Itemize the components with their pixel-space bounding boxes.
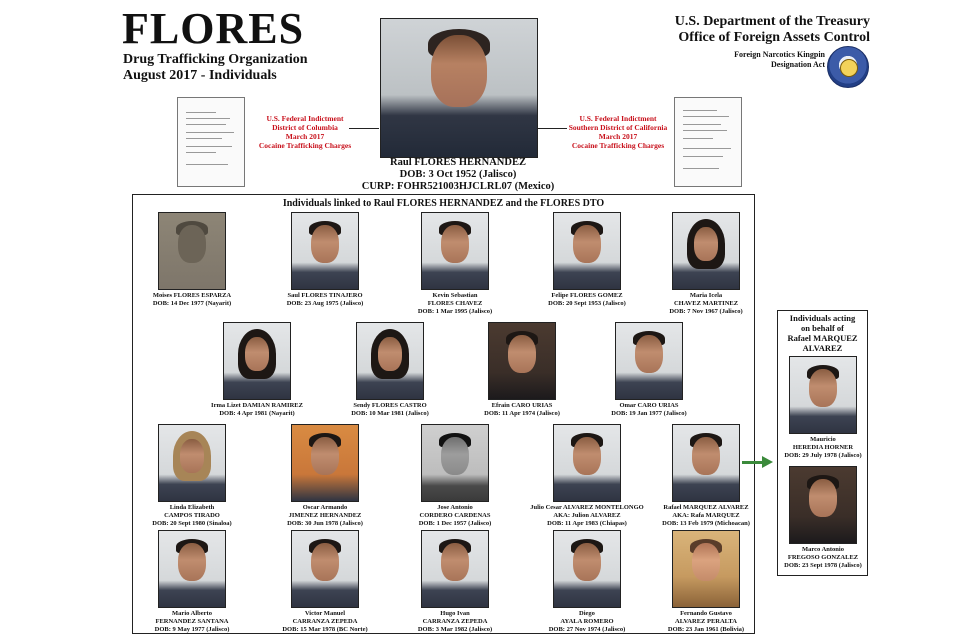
person-photo: [291, 424, 359, 502]
person-caption-line: Mario Alberto: [172, 610, 212, 617]
person-caption-line: DOB: 7 Nov 1967 (Jalisco): [669, 308, 743, 315]
person-caption: [129, 610, 255, 634]
main-person-curp: CURP: FOHR521003HJCLRL07 (Mexico): [361, 181, 555, 192]
person-photo: [356, 322, 424, 400]
person-caption: [643, 292, 769, 316]
person-card: [129, 530, 255, 634]
person-caption: [129, 504, 255, 528]
person-caption: [262, 292, 388, 308]
indictment-right-line: Cocaine Trafficking Charges: [571, 141, 665, 150]
person-caption-line: DOB: 30 Jun 1978 (Jalisco): [287, 520, 363, 527]
person-card: [129, 212, 255, 308]
person-card: [643, 530, 769, 634]
side-person-card: [760, 356, 886, 460]
person-caption-line: AYALA ROMERO: [560, 618, 614, 625]
person-caption-line: FERNANDEZ SANTANA: [155, 618, 229, 625]
side-person-card: [760, 466, 886, 570]
person-card: [392, 424, 518, 528]
person-caption-line: DOB: 14 Dec 1977 (Nayarit): [152, 300, 232, 307]
person-caption: [760, 436, 886, 460]
person-caption: [643, 504, 769, 528]
person-caption-line: Sendy FLORES CASTRO: [353, 402, 427, 409]
person-caption-line: Oscar Armando: [302, 504, 348, 511]
person-card: [524, 530, 650, 634]
person-caption-line: DOB: 1 Mar 1995 (Jalisco): [417, 308, 493, 315]
person-caption: [392, 292, 518, 316]
indictment-right-line: March 2017: [598, 132, 638, 141]
person-caption-line: DOB: 4 Apr 1981 (Nayarit): [219, 410, 295, 417]
indictment-left-line: Cocaine Trafficking Charges: [258, 141, 352, 150]
indictment-label-left: [250, 114, 360, 150]
side-title-line: on behalf of: [801, 323, 844, 333]
person-photo: [158, 212, 226, 290]
person-caption: [524, 292, 650, 308]
person-card: [262, 424, 388, 528]
person-card: [459, 322, 585, 418]
main-person-dob: DOB: 3 Oct 1952 (Jalisco): [399, 169, 517, 180]
person-caption-line: Fernando Gustavo: [680, 610, 732, 617]
person-caption-line: FLORES CHAVEZ: [427, 300, 483, 307]
panel-title: Individuals linked to Raul FLORES HERNANDEZ and the FLORES DTO: [282, 198, 605, 209]
person-caption-line: CHAVEZ MARTINEZ: [673, 300, 739, 307]
person-caption-line: DOB: 23 Aug 1975 (Jalisco): [286, 300, 364, 307]
person-card: [643, 424, 769, 528]
person-card: [194, 322, 320, 418]
person-photo: [488, 322, 556, 400]
person-caption-line: AKA: Rafa MARQUEZ: [672, 512, 740, 519]
person-photo: [291, 530, 359, 608]
person-photo: [421, 530, 489, 608]
person-card: [524, 424, 650, 528]
person-caption-line: DOB: 10 Mar 1981 (Jalisco): [351, 410, 429, 417]
chart-date: August 2017 - Individuals: [123, 68, 277, 83]
side-panel-title: [779, 313, 866, 353]
person-caption-line: ALVAREZ PERALTA: [675, 618, 737, 625]
person-caption: [262, 610, 388, 634]
act-name-line1: Foreign Narcotics Kingpin: [734, 50, 825, 59]
act-name: [690, 50, 825, 70]
person-caption: [262, 504, 388, 528]
person-photo: [789, 356, 857, 434]
person-caption-line: DOB: 23 Jan 1961 (Bolivia): [667, 626, 745, 633]
person-caption-line: DOB: 29 July 1978 (Jalisco): [784, 452, 862, 459]
person-caption-line: Victor Manuel: [304, 610, 346, 617]
person-caption-line: DOB: 9 May 1977 (Jalisco): [154, 626, 230, 633]
person-caption-line: DOB: 11 Apr 1983 (Chiapas): [547, 520, 627, 527]
person-card: [586, 322, 712, 418]
person-caption-line: Marco Antonio: [802, 546, 844, 553]
person-caption: [524, 610, 650, 634]
person-photo: [158, 424, 226, 502]
connector-line: [537, 128, 567, 129]
person-caption-line: JIMENEZ HERNANDEZ: [288, 512, 362, 519]
person-photo: [615, 322, 683, 400]
person-caption-line: FREGOSO GONZALEZ: [787, 554, 859, 561]
person-caption: [586, 402, 712, 418]
person-card: [262, 530, 388, 634]
person-photo: [672, 212, 740, 290]
side-title-line: Rafael MARQUEZ: [787, 333, 858, 343]
person-caption-line: Saul FLORES TINAJERO: [287, 292, 363, 299]
person-caption-line: Efrain CARO URIAS: [491, 402, 553, 409]
person-caption-line: Moises FLORES ESPARZA: [152, 292, 232, 299]
person-card: [643, 212, 769, 316]
connector-line: [349, 128, 379, 129]
act-name-line2: Designation Act: [771, 60, 825, 69]
person-caption-line: Jose Antonio: [437, 504, 473, 511]
indictment-document-right: [674, 97, 742, 187]
person-caption-line: DOB: 15 Mar 1978 (BC Norte): [282, 626, 368, 633]
person-card: [524, 212, 650, 308]
person-caption-line: CARRANZA ZEPEDA: [292, 618, 358, 625]
person-photo: [789, 466, 857, 544]
person-photo: [553, 530, 621, 608]
indictment-label-right: [568, 114, 668, 150]
person-caption-line: Julio Cesar ALVAREZ MONTELONGO: [530, 504, 644, 511]
organization-title: FLORES: [122, 4, 305, 53]
person-photo: [158, 530, 226, 608]
person-caption-line: HEREDIA HORNER: [792, 444, 854, 451]
agency-name: U.S. Department of the Treasury: [674, 14, 870, 29]
person-caption-line: Irma Lizet DAMIAN RAMIREZ: [211, 402, 303, 409]
person-photo: [421, 212, 489, 290]
person-caption: [643, 610, 769, 634]
person-photo: [291, 212, 359, 290]
person-caption-line: Linda Elizabeth: [169, 504, 215, 511]
person-caption-line: CARRANZA ZEPEDA: [422, 618, 488, 625]
person-caption-line: DOB: 13 Feb 1979 (Michoacan): [662, 520, 750, 527]
person-caption-line: Kevin Sebastian: [432, 292, 478, 299]
person-caption: [327, 402, 453, 418]
person-caption: [524, 504, 650, 528]
person-caption-line: DOB: 19 Jan 1977 (Jalisco): [611, 410, 687, 417]
person-caption-line: DOB: 20 Sept 1953 (Jalisco): [548, 300, 626, 307]
person-caption-line: CAMPOS TIRADO: [164, 512, 220, 519]
organization-subtitle: Drug Trafficking Organization: [123, 52, 308, 67]
person-card: [129, 424, 255, 528]
person-card: [392, 530, 518, 634]
person-card: [392, 212, 518, 316]
treasury-seal-icon: [827, 46, 869, 88]
main-person-photo: [380, 18, 538, 158]
person-caption-line: DOB: 27 Nov 1974 (Jalisco): [548, 626, 626, 633]
person-caption-line: DOB: 20 Sept 1980 (Sinaloa): [152, 520, 232, 527]
person-photo: [553, 212, 621, 290]
person-caption-line: Mauricio: [810, 436, 836, 443]
person-caption-line: Rafael MARQUEZ ALVAREZ: [663, 504, 749, 511]
indictment-left-line: March 2017: [285, 132, 325, 141]
person-caption-line: DOB: 1 Dec 1957 (Jalisco): [418, 520, 492, 527]
agency-office: Office of Foreign Assets Control: [678, 30, 870, 45]
person-caption: [392, 610, 518, 634]
person-caption: [392, 504, 518, 528]
main-person-name: Raul FLORES HERNANDEZ: [390, 157, 526, 168]
indictment-right-line: Southern District of California: [568, 123, 668, 132]
person-caption-line: DOB: 23 Sept 1978 (Jalisco): [784, 562, 862, 569]
person-card: [327, 322, 453, 418]
side-title-line: Individuals acting: [789, 313, 856, 323]
person-card: [262, 212, 388, 308]
person-caption-line: Diego: [579, 610, 595, 617]
person-caption-line: CORDERO CARDENAS: [419, 512, 491, 519]
person-photo: [672, 530, 740, 608]
person-caption: [129, 292, 255, 308]
person-photo: [223, 322, 291, 400]
indictment-right-line: U.S. Federal Indictment: [579, 114, 657, 123]
person-photo: [553, 424, 621, 502]
person-caption-line: Maria Icela: [689, 292, 723, 299]
person-photo: [421, 424, 489, 502]
person-photo: [672, 424, 740, 502]
person-caption-line: AKA: Julion ALVAREZ: [553, 512, 621, 519]
person-caption: [194, 402, 320, 418]
person-caption: [459, 402, 585, 418]
person-caption-line: DOB: 3 Mar 1982 (Jalisco): [417, 626, 493, 633]
arrow-line: [742, 461, 764, 464]
person-caption-line: Omar CARO URIAS: [619, 402, 679, 409]
indictment-document-left: [177, 97, 245, 187]
person-caption-line: Felipe FLORES GOMEZ: [551, 292, 623, 299]
person-caption: [760, 546, 886, 570]
person-caption-line: Hugo Ivan: [440, 610, 470, 617]
indictment-left-line: U.S. Federal Indictment: [266, 114, 344, 123]
indictment-left-line: District of Columbia: [272, 123, 338, 132]
side-title-line: ALVAREZ: [802, 343, 843, 353]
person-caption-line: DOB: 11 Apr 1974 (Jalisco): [484, 410, 560, 417]
